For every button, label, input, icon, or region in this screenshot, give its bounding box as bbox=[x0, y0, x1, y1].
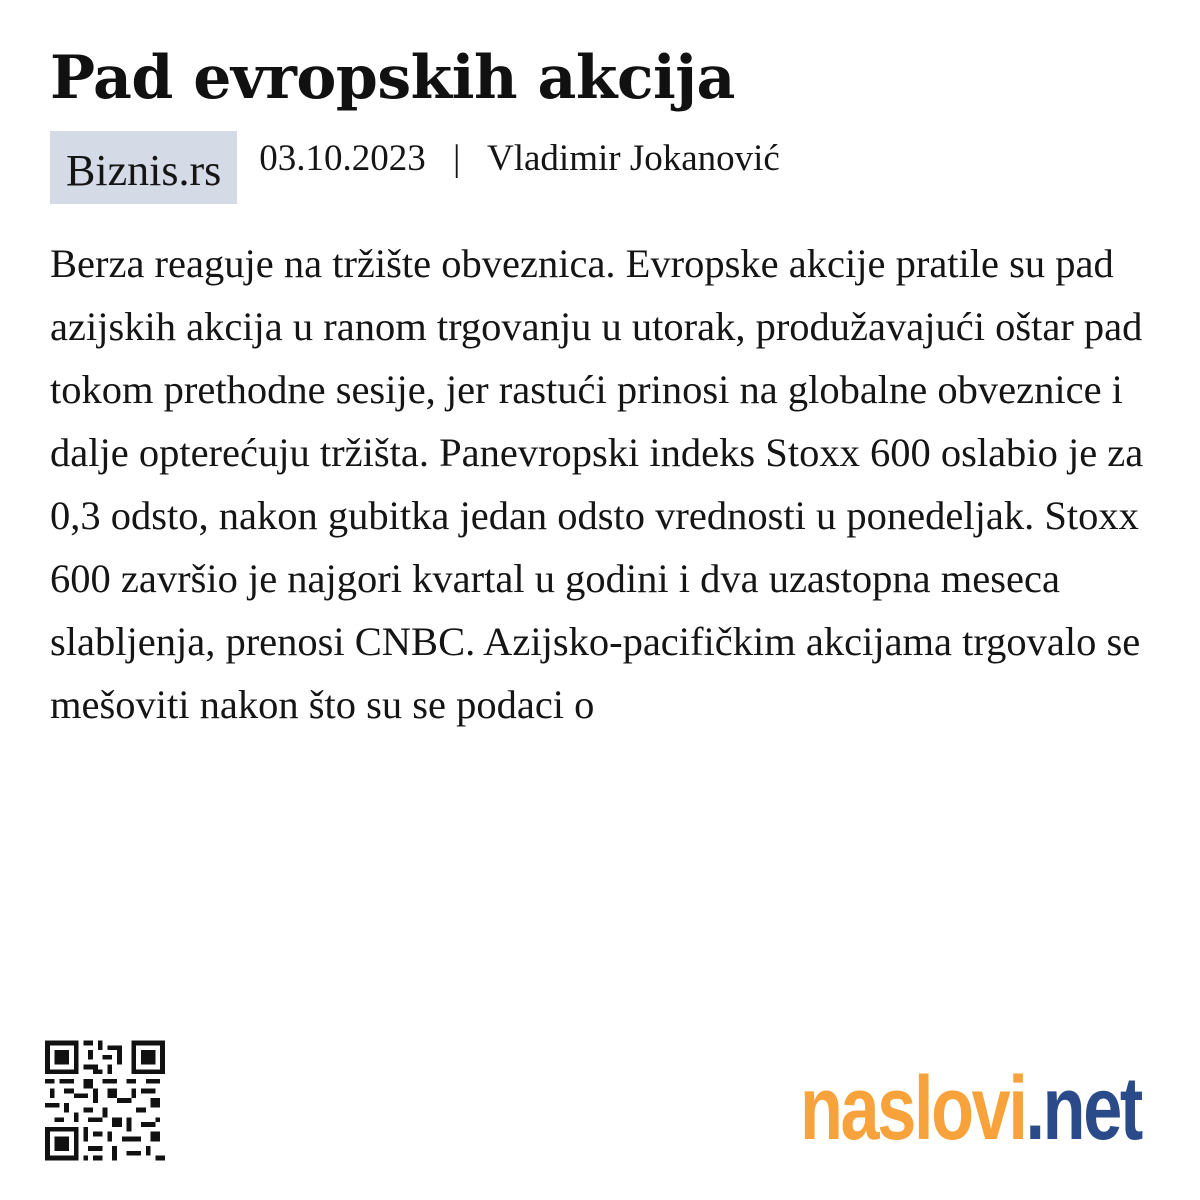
article-body-text: Berza reaguje na tržište obveznica. Evropske akcije pratile su pad azijskih akcija u ranom trgovanju u utorak, produžavajući oštar pad tokom prethodne sesije, jer rastući prinosi na globalne obveznice i dalje opterećuju tržišta. Panevropski indeks Stoxx 600 oslabio je za 0,3 odsto, nakon gubitka jedan odsto vrednosti u ponedeljak. Stoxx 600 završio je najgori kvartal u godini i dva uzastopna meseca slabljenja, prenosi CNBC. Azijsko-pacifičkim akcijama trgovalo se mešoviti nakon što su se podaci o bbox=[50, 241, 1144, 727]
logo-part-net: .net bbox=[1025, 1059, 1141, 1159]
article-meta bbox=[50, 131, 780, 204]
source-badge[interactable]: Biznis.rs bbox=[50, 131, 237, 204]
meta-line bbox=[259, 137, 780, 180]
qr-code-icon[interactable] bbox=[45, 1038, 165, 1163]
article-date: 03.10.2023 bbox=[259, 138, 426, 179]
text-fade-overlay bbox=[50, 792, 1160, 862]
naslovi-logo[interactable] bbox=[800, 1052, 1141, 1167]
article-body bbox=[50, 232, 1160, 862]
article-title: Pad evropskih akcija bbox=[50, 43, 735, 113]
logo-part-naslovi: naslovi bbox=[800, 1059, 1026, 1159]
article-author: Vladimir Jokanović bbox=[487, 138, 780, 179]
meta-separator: | bbox=[452, 138, 461, 179]
